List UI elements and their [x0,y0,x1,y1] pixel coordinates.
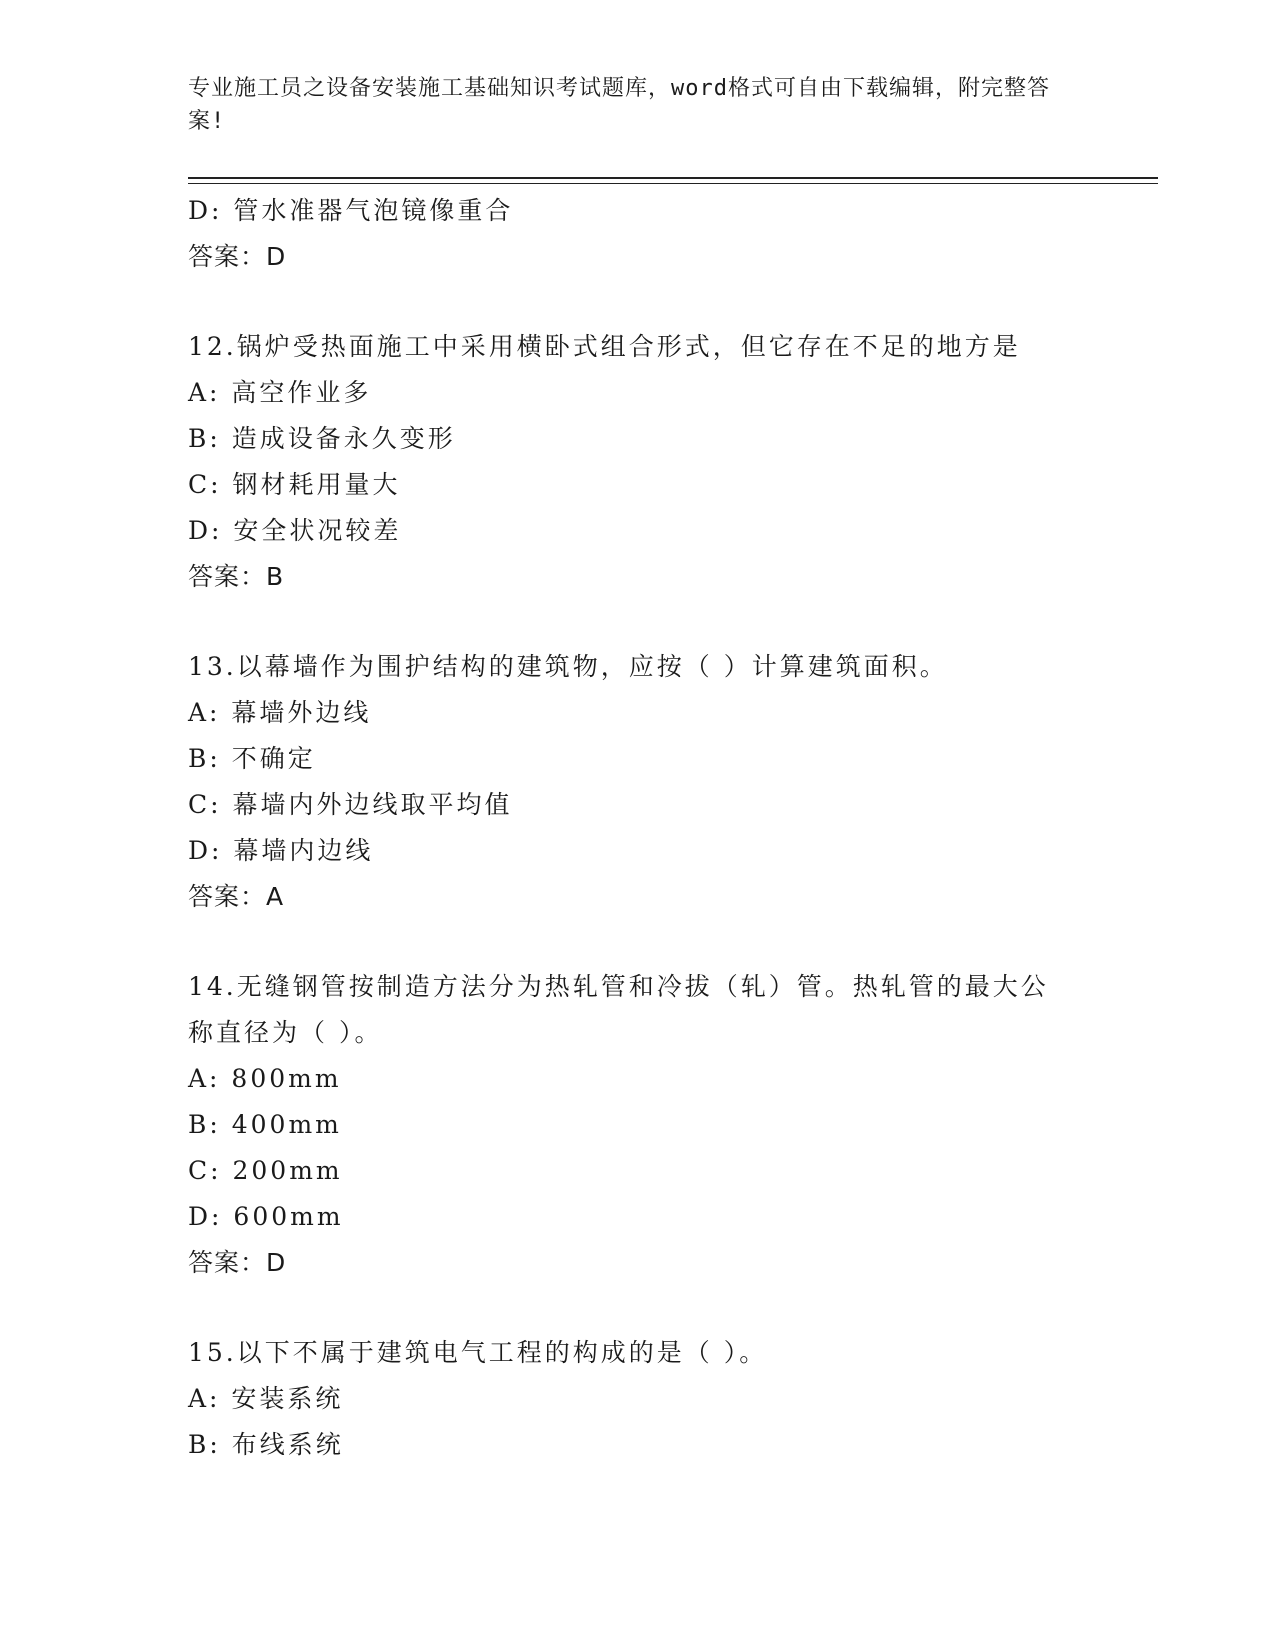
option-b: B: 造成设备永久变形 [188,424,456,453]
header-divider-thick [188,177,1158,179]
answer-line: 答案：B [188,562,285,591]
option-b: B: 400mm [188,1110,342,1139]
option-c: C: 200mm [188,1156,343,1185]
document-header: 专业施工员之设备安装施工基础知识考试题库，word格式可自由下载编辑，附完整答案! [188,76,1050,134]
answer-line: 答案：A [188,882,285,911]
question-stem: 14.无缝钢管按制造方法分为热轧管和冷拔（轧）管。热轧管的最大公称直径为（ ）。 [188,972,1049,1047]
answer-line: 答案：D [188,242,287,271]
option-a: A: 安装系统 [188,1384,344,1413]
option-b: B: 不确定 [188,744,316,773]
question-stem: 15.以下不属于建筑电气工程的构成的是（ ）。 [188,1338,768,1367]
question-stem: 12.锅炉受热面施工中采用横卧式组合形式，但它存在不足的地方是 [188,332,1021,361]
option-b: B: 布线系统 [188,1430,344,1459]
header-divider-thin [188,183,1158,184]
option-d: D: 安全状况较差 [188,516,402,545]
option-a: A: 800mm [188,1064,342,1093]
previous-question-fragment [188,188,1158,280]
option-d: D: 600mm [188,1202,344,1231]
option-a: A: 幕墙外边线 [188,698,372,727]
question-12 [188,324,1158,600]
option-c: C: 幕墙内外边线取平均值 [188,790,513,819]
question-13 [188,644,1158,920]
option-a: A: 高空作业多 [188,378,372,407]
option-d: D: 幕墙内边线 [188,836,374,865]
option-d: D: 管水准器气泡镜像重合 [188,196,514,225]
option-c: C: 钢材耗用量大 [188,470,401,499]
question-list [188,188,1158,1468]
question-14 [188,964,1158,1286]
question-15 [188,1330,1158,1468]
answer-line: 答案：D [188,1248,287,1277]
question-stem: 13.以幕墙作为围护结构的建筑物，应按（ ）计算建筑面积。 [188,652,948,681]
